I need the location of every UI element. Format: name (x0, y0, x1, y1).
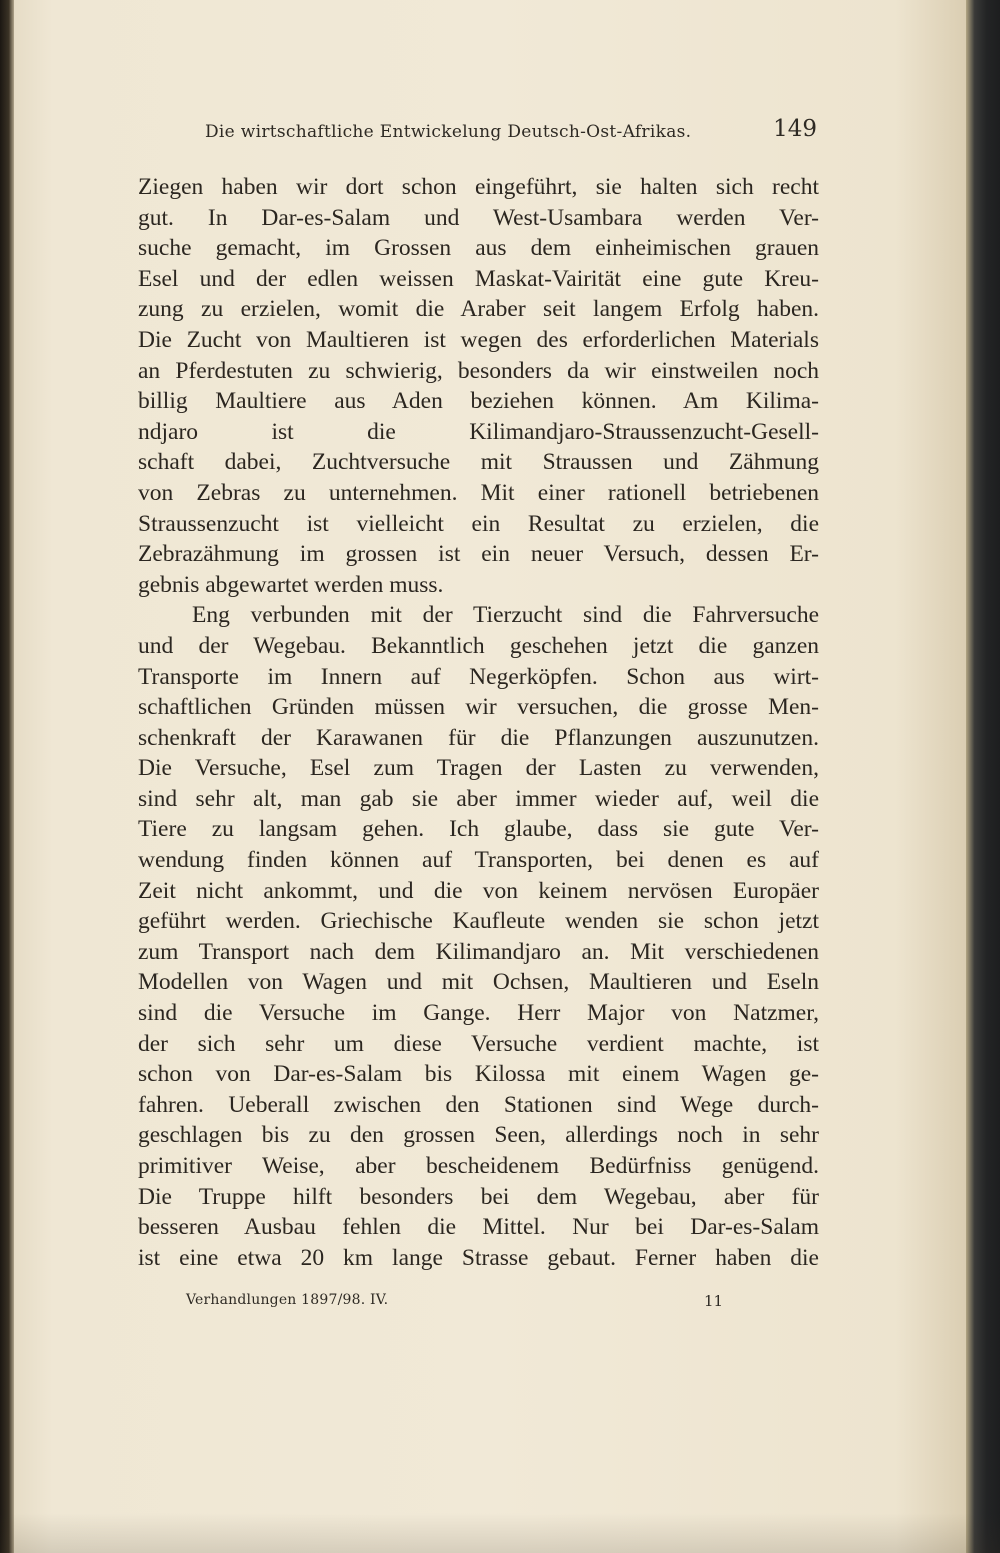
text-line: ist eine etwa 20 km lange Strasse gebaut. Ferner haben die (138, 1244, 819, 1271)
text-line: Die Zucht von Maultieren ist wegen des erforderlichen Materials (138, 326, 819, 353)
body-text (138, 172, 819, 1273)
text-line: Esel und der edlen weissen Maskat-Vairität eine gute Kreu- (138, 265, 819, 292)
text-line: Zebrazähmung im grossen ist ein neuer Versuch, dessen Er- (138, 541, 819, 568)
page-number: 149 (773, 116, 817, 142)
text-line: und der Wegebau. Bekanntlich geschehen jetzt die ganzen (138, 632, 819, 659)
text-line: sind die Versuche im Gange. Herr Major von Natzmer, (138, 1000, 819, 1027)
running-title: Die wirtschaftliche Entwickelung Deutsch-Ost-Afrikas. (205, 122, 692, 142)
text-line: primitiver Weise, aber bescheidenem Bedürfniss genügend. (138, 1153, 819, 1179)
text-line: schaft dabei, Zuchtversuche mit Straussen und Zähmung (138, 449, 819, 476)
text-line: wendung finden können auf Transporten, bei denen es auf (138, 847, 819, 874)
paragraph-end-line: gebnis abgewartet werden muss. (138, 571, 444, 598)
text-line: gut. In Dar-es-Salam und West-Usambara werden Ver- (138, 204, 819, 231)
text-line: ndjaro ist die Kilimandjaro-Straussenzucht-Gesell- (138, 418, 819, 445)
text-line: suche gemacht, im Grossen aus dem einheimischen grauen (138, 235, 819, 262)
text-line: schon von Dar-es-Salam bis Kilossa mit einem Wagen ge- (138, 1061, 819, 1088)
paragraph-start-line: Eng verbunden mit der Tierzucht sind die Fahrversuche (192, 602, 819, 629)
text-line: Zeit nicht ankommt, und die von keinem nervösen Europäer (138, 877, 819, 904)
text-line: an Pferdestuten zu schwierig, besonders da wir einstweilen noch (138, 357, 819, 384)
page-footer (186, 1292, 746, 1316)
sheet-number: 11 (704, 1292, 724, 1310)
text-line: geführt werden. Griechische Kaufleute wenden sie schon jetzt (138, 908, 819, 935)
text-line: zung zu erzielen, womit die Araber seit langem Erfolg haben. (138, 296, 819, 323)
text-line: Straussenzucht ist vielleicht ein Resultat zu erzielen, die (138, 510, 819, 537)
text-line: von Zebras zu unternehmen. Mit einer rationell betriebenen (138, 479, 819, 506)
text-line: Tiere zu langsam gehen. Ich glaube, dass sie gute Ver- (138, 816, 819, 843)
text-line: billig Maultiere aus Aden beziehen können. Am Kilima- (138, 388, 819, 415)
signature-mark: Verhandlungen 1897/98. IV. (186, 1292, 389, 1308)
text-line: Modellen von Wagen und mit Ochsen, Maultieren und Eseln (138, 969, 819, 996)
text-line: der sich sehr um diese Versuche verdient machte, ist (138, 1030, 819, 1057)
text-line: besseren Ausbau fehlen die Mittel. Nur bei Dar-es-Salam (138, 1214, 819, 1241)
text-line: sind sehr alt, man gab sie aber immer wieder auf, weil die (138, 785, 819, 812)
text-line: Transporte im Innern auf Negerköpfen. Schon aus wirt- (138, 663, 819, 690)
running-head (205, 116, 817, 146)
text-line: geschlagen bis zu den grossen Seen, allerdings noch in sehr (138, 1122, 819, 1149)
text-line: schaftlichen Gründen müssen wir versuchen, die grosse Men- (138, 694, 819, 721)
text-line: Die Versuche, Esel zum Tragen der Lasten zu verwenden, (138, 755, 819, 782)
text-line: fahren. Ueberall zwischen den Stationen sind Wege durch- (138, 1091, 819, 1118)
text-line: zum Transport nach dem Kilimandjaro an. Mit verschiedenen (138, 938, 819, 965)
right-page-edge (966, 0, 1000, 1553)
text-line: Ziegen haben wir dort schon eingeführt, sie halten sich recht (138, 174, 819, 200)
text-line: schenkraft der Karawanen für die Pflanzungen auszunutzen. (138, 724, 819, 751)
text-line: Die Truppe hilft besonders bei dem Wegebau, aber für (138, 1183, 819, 1210)
